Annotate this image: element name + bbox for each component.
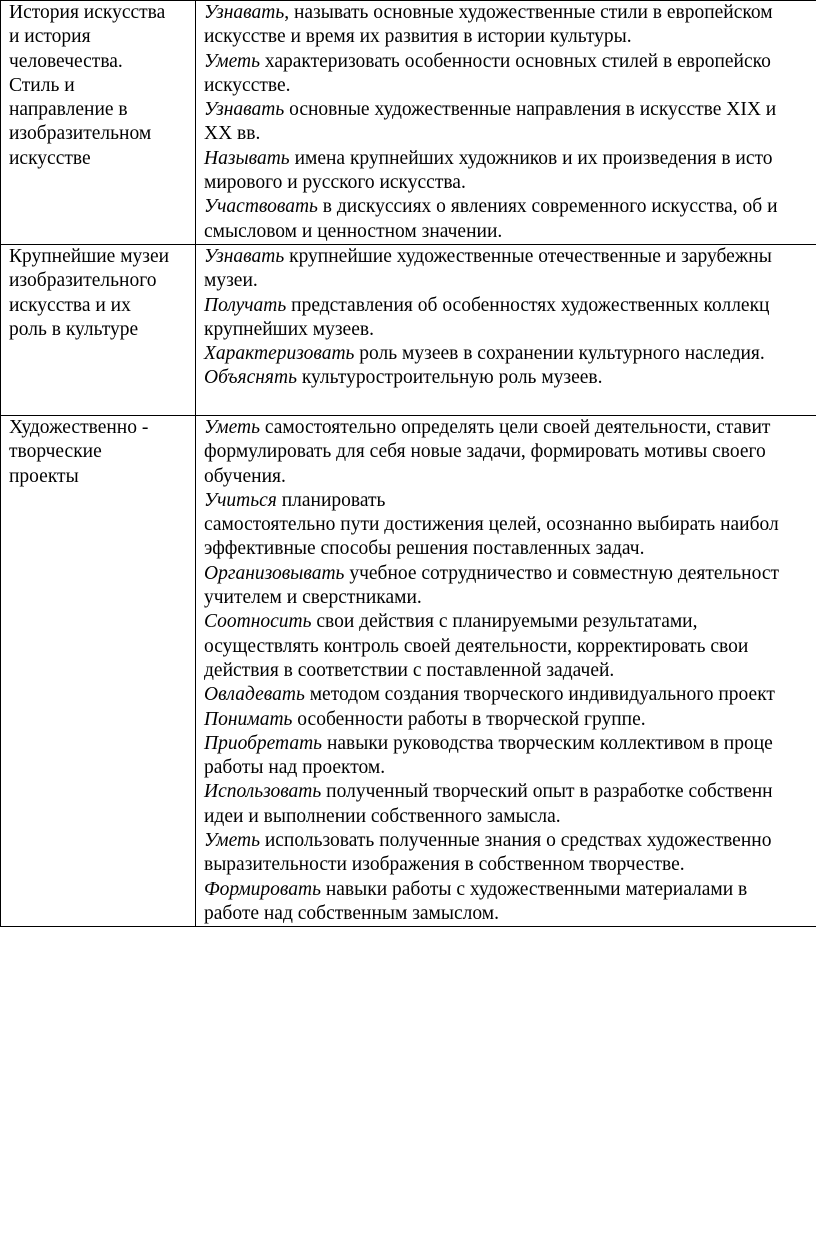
outcome-line [204, 878, 816, 902]
topic-line: изобразительном [9, 123, 152, 145]
outcome-line: обучения. [204, 465, 286, 487]
outcome-verb: Характеризовать [204, 343, 355, 365]
outcome-verb: Соотносить [204, 611, 312, 633]
outcome-verb: Использовать [204, 781, 322, 803]
outcome-line [204, 780, 816, 804]
outcome-item [204, 366, 816, 390]
outcome-line: действия в соответствии с поставленной задачей. [204, 659, 615, 681]
outcome-line: XX вв. [204, 123, 261, 145]
outcome-item [204, 294, 816, 343]
outcome-text: характеризовать особенности основных стилей в европейско [259, 50, 771, 72]
topic-line: История искусства [9, 2, 166, 23]
outcome-item [204, 780, 816, 829]
topic-cell [1, 415, 196, 926]
outcome-text: , называть основные художественные стили в европейском [284, 2, 773, 23]
outcome-text: самостоятельно определять цели своей деятельности, ставит [259, 416, 771, 438]
outcome-line [204, 416, 816, 440]
topic-line: направление в [9, 99, 128, 121]
outcome-line [204, 562, 816, 586]
outcome-text: методом создания творческого индивидуального проект [304, 684, 775, 706]
outcome-item [204, 708, 816, 732]
outcome-item [204, 50, 816, 99]
topic-cell [1, 244, 196, 415]
outcome-verb: Уметь [204, 830, 260, 852]
outcome-item [204, 732, 816, 781]
outcome-line: музеи. [204, 270, 258, 292]
outcome-line [204, 610, 816, 634]
outcome-item [204, 195, 816, 244]
outcome-text: имена крупнейших художников и их произведения в исто [289, 147, 773, 169]
topic-line: Художественно - [9, 416, 149, 438]
outcome-text: навыки руководства творческим коллективом в проце [322, 732, 773, 754]
outcome-verb: Уметь [204, 50, 260, 72]
outcome-verb: Организовывать [204, 562, 345, 584]
outcome-line [204, 195, 816, 219]
outcome-line [204, 829, 816, 853]
outcome-line: искусстве и время их развития в истории культуры. [204, 26, 632, 48]
outcome-text: основные художественные направления в искусстве XIX и [284, 99, 777, 121]
outcome-line: идеи и выполнении собственного замысла. [204, 805, 561, 827]
outcome-verb: Узнавать [204, 245, 285, 267]
outcome-item [204, 98, 816, 147]
outcome-line [204, 489, 816, 513]
outcome-line [204, 294, 816, 318]
outcome-item [204, 562, 816, 611]
outcome-line [204, 98, 816, 122]
outcome-text: учебное сотрудничество и совместную деятельност [344, 562, 780, 584]
outcome-text: свои действия с планируемыми результатами, [311, 611, 698, 633]
table-row [1, 1, 816, 245]
outcome-verb: Овладевать [204, 684, 305, 706]
outcome-line [204, 366, 816, 390]
topic-line: искусства и их [9, 294, 131, 316]
outcome-item [204, 829, 816, 878]
outcome-line [204, 732, 816, 756]
outcome-verb: Узнавать [204, 2, 285, 23]
outcome-line: смысловом и ценностном значении. [204, 220, 503, 242]
outcome-line [204, 342, 816, 366]
outcome-verb: Узнавать [204, 99, 285, 121]
outcome-line: мирового и русского искусства. [204, 172, 466, 194]
topic-line: творческие [9, 441, 102, 463]
outcome-verb: Понимать [204, 708, 293, 730]
outcome-verb: Получать [204, 294, 287, 316]
topic-line: и история [9, 26, 91, 48]
outcome-verb: Называть [204, 147, 290, 169]
topic-line: Крупнейшие музеи [9, 245, 170, 267]
outcomes-cell [196, 244, 816, 415]
table-row [1, 415, 816, 926]
outcome-line: крупнейших музеев. [204, 318, 374, 340]
outcome-line [204, 50, 816, 74]
outcome-item [204, 147, 816, 196]
outcome-text: культуростроительную роль музеев. [296, 367, 603, 389]
outcome-line [204, 245, 816, 269]
outcome-line [204, 1, 816, 25]
outcome-text: полученный творческий опыт в разработке собственн [321, 781, 773, 803]
outcomes-cell [196, 1, 816, 245]
outcome-verb: Приобретать [204, 732, 323, 754]
outcome-item [204, 683, 816, 707]
outcome-line: искусстве. [204, 74, 291, 96]
outcome-line: работы над проектом. [204, 757, 386, 779]
outcome-verb: Учиться [204, 489, 277, 511]
outcome-text: в дискуссиях о явлениях современного искусства, об и [317, 196, 778, 218]
outcome-text: навыки работы с художественными материалами в [320, 878, 748, 900]
topic-line: проекты [9, 465, 79, 487]
outcome-line [204, 708, 816, 732]
topic-cell [1, 1, 196, 245]
outcome-text: использовать полученные знания о средствах художественно [259, 830, 772, 852]
topic-line: роль в культуре [9, 318, 139, 340]
outcome-item [204, 1, 816, 50]
outcomes-cell [196, 415, 816, 926]
outcome-text: планировать [276, 489, 386, 511]
outcome-item [204, 489, 816, 562]
outcome-text: особенности работы в творческой группе. [292, 708, 646, 730]
outcome-line: самостоятельно пути достижения целей, осознанно выбирать наибол [204, 514, 779, 536]
table-row [1, 244, 816, 415]
topic-line: Стиль и [9, 74, 75, 96]
outcome-verb: Объяснять [204, 367, 297, 389]
outcome-line: работе над собственным замыслом. [204, 902, 499, 924]
outcome-verb: Формировать [204, 878, 321, 900]
outcome-text: роль музеев в сохранении культурного наследия. [354, 343, 765, 365]
outcome-line [204, 147, 816, 171]
outcome-line: учителем и сверстниками. [204, 587, 422, 609]
outcome-verb: Участвовать [204, 196, 318, 218]
outcome-line [204, 683, 816, 707]
outcome-text: представления об особенностях художественных коллекц [286, 294, 770, 316]
outcome-item [204, 342, 816, 366]
outcome-text: крупнейшие художественные отечественные и зарубежны [284, 245, 772, 267]
outcome-item [204, 416, 816, 489]
outcome-item [204, 245, 816, 294]
outcome-verb: Уметь [204, 416, 260, 438]
outcome-line: формулировать для себя новые задачи, формировать мотивы своего [204, 441, 766, 463]
outcome-item [204, 878, 816, 927]
outcome-line: эффективные способы решения поставленных задач. [204, 538, 645, 560]
topic-line: человечества. [9, 50, 123, 72]
topic-line: искусстве [9, 147, 91, 169]
outcome-item [204, 610, 816, 683]
topic-line: изобразительного [9, 270, 157, 292]
outcome-line: выразительности изображения в собственном творчестве. [204, 854, 685, 876]
outcome-line: осуществлять контроль своей деятельности, корректировать свои [204, 635, 749, 657]
